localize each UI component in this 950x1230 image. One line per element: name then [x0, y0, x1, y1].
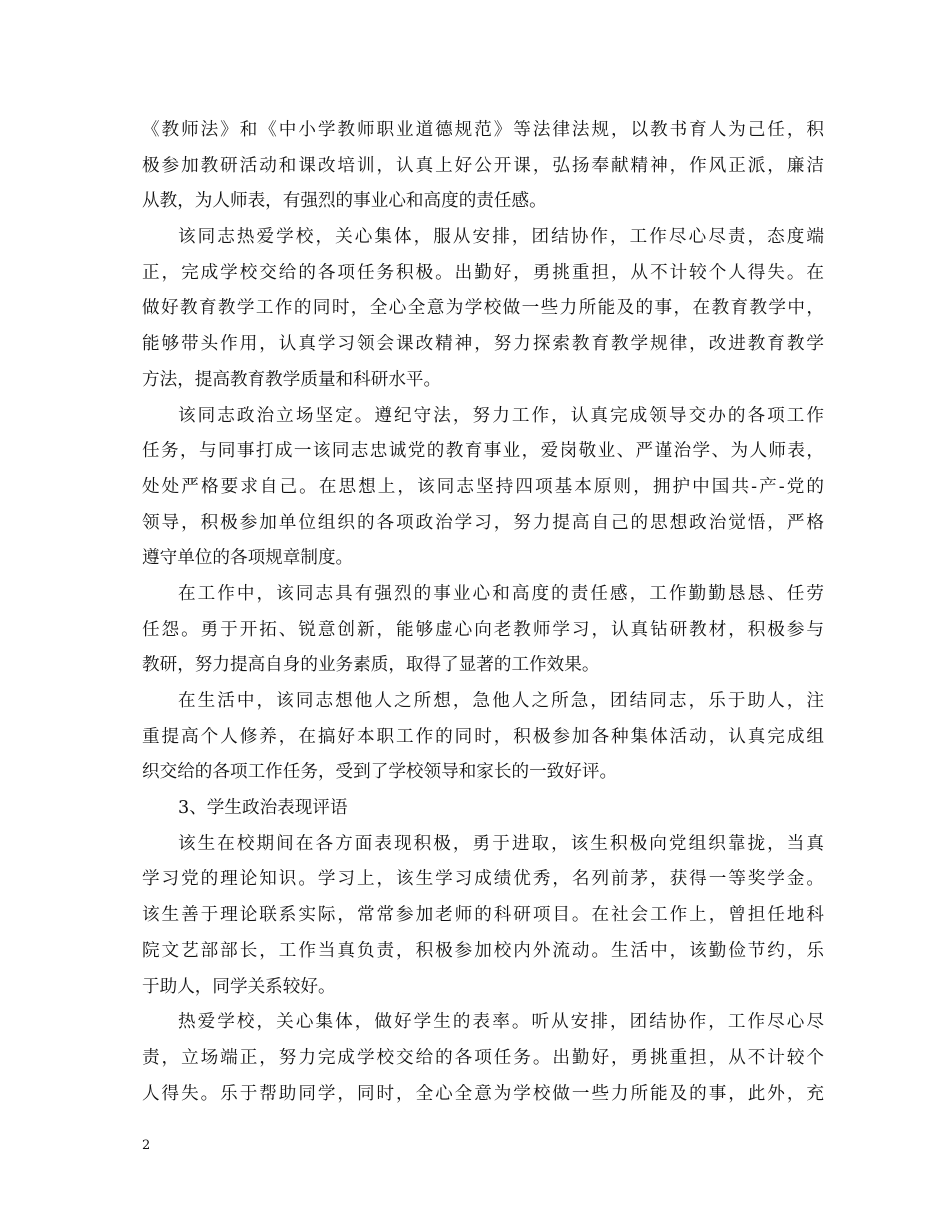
- text-line: 正，完成学校交给的各项任务积极。出勤好，勇挑重担，从不计较个人得失。在: [142, 262, 824, 283]
- text-line: 教研，努力提高自身的业务素质，取得了显著的工作效果。: [142, 655, 600, 676]
- text-line: 重提高个人修养，在搞好本职工作的同时，积极参加各种集体活动，认真完成组: [142, 726, 824, 747]
- text-line: 热爱学校，关心集体，做好学生的表率。听从安排，团结协作，工作尽心尽: [178, 1012, 824, 1033]
- text-line: 该生在校期间在各方面表现积极，勇于进取，该生积极向党组织靠拢，当真: [178, 833, 824, 854]
- text-line: 学习党的理论知识。学习上，该生学习成绩优秀，名列前茅，获得一等奖学金。: [142, 869, 824, 890]
- text-line: 任务，与同事打成一该同志忠诚党的教育事业，爱岗敬业、严谨治学、为人师表，: [142, 441, 824, 462]
- text-line: 任怨。勇于开拓、锐意创新，能够虚心向老教师学习，认真钻研教材，积极参与: [142, 619, 824, 640]
- text-line: 从教，为人师表，有强烈的事业心和高度的责任感。: [142, 191, 547, 212]
- text-line: 织交给的各项工作任务，受到了学校领导和家长的一致好评。: [142, 762, 618, 783]
- text-line: 遵守单位的各项规章制度。: [142, 548, 354, 569]
- text-line: 该同志政治立场坚定。遵纪守法，努力工作，认真完成领导交办的各项工作: [178, 405, 824, 426]
- text-line: 处处严格要求自己。在思想上，该同志坚持四项基本原则，拥护中国共-产-党的: [142, 476, 824, 497]
- text-line: 《教师法》和《中小学教师职业道德规范》等法律法规，以教书育人为己任，积: [142, 120, 824, 140]
- text-line: 于助人，同学关系较好。: [142, 976, 336, 997]
- text-line: 人得失。乐于帮助同学，同时，全心全意为学校做一些力所能及的事，此外，充: [142, 1083, 824, 1104]
- text-line: 3、学生政治表现评语: [178, 798, 348, 819]
- text-line: 领导，积极参加单位组织的各项政治学习，努力提高自己的思想政治觉悟，严格: [142, 512, 824, 533]
- text-line: 在生活中，该同志想他人之所想，急他人之所急，团结同志，乐于助人，注: [178, 691, 824, 711]
- text-line: 能够带头作用，认真学习领会课改精神，努力探索教育教学规律，改进教育教学: [142, 334, 824, 355]
- text-line: 院文艺部部长，工作当真负责，积极参加校内外流动。生活中，该勤俭节约，乐: [142, 940, 824, 961]
- body-text: [142, 113, 824, 1112]
- text-line: 在工作中，该同志具有强烈的事业心和高度的责任感，工作勤勤恳恳、任劳: [178, 583, 824, 604]
- text-line: 极参加教研活动和课改培训，认真上好公开课，弘扬奉献精神，作风正派，廉洁: [142, 155, 824, 176]
- text-line: 该生善于理论联系实际，常常参加老师的科研项目。在社会工作上，曾担任地科: [142, 905, 824, 926]
- page-number: 2: [142, 1138, 151, 1153]
- text-line: 做好教育教学工作的同时，全心全意为学校做一些力所能及的事，在教育教学中，: [142, 298, 824, 319]
- text-line: 责，立场端正，努力完成学校交给的各项任务。出勤好，勇挑重担，从不计较个: [142, 1047, 824, 1068]
- text-line: 该同志热爱学校，关心集体，服从安排，团结协作，工作尽心尽责，态度端: [178, 227, 824, 248]
- text-line: 方法，提高教育教学质量和科研水平。: [142, 369, 442, 390]
